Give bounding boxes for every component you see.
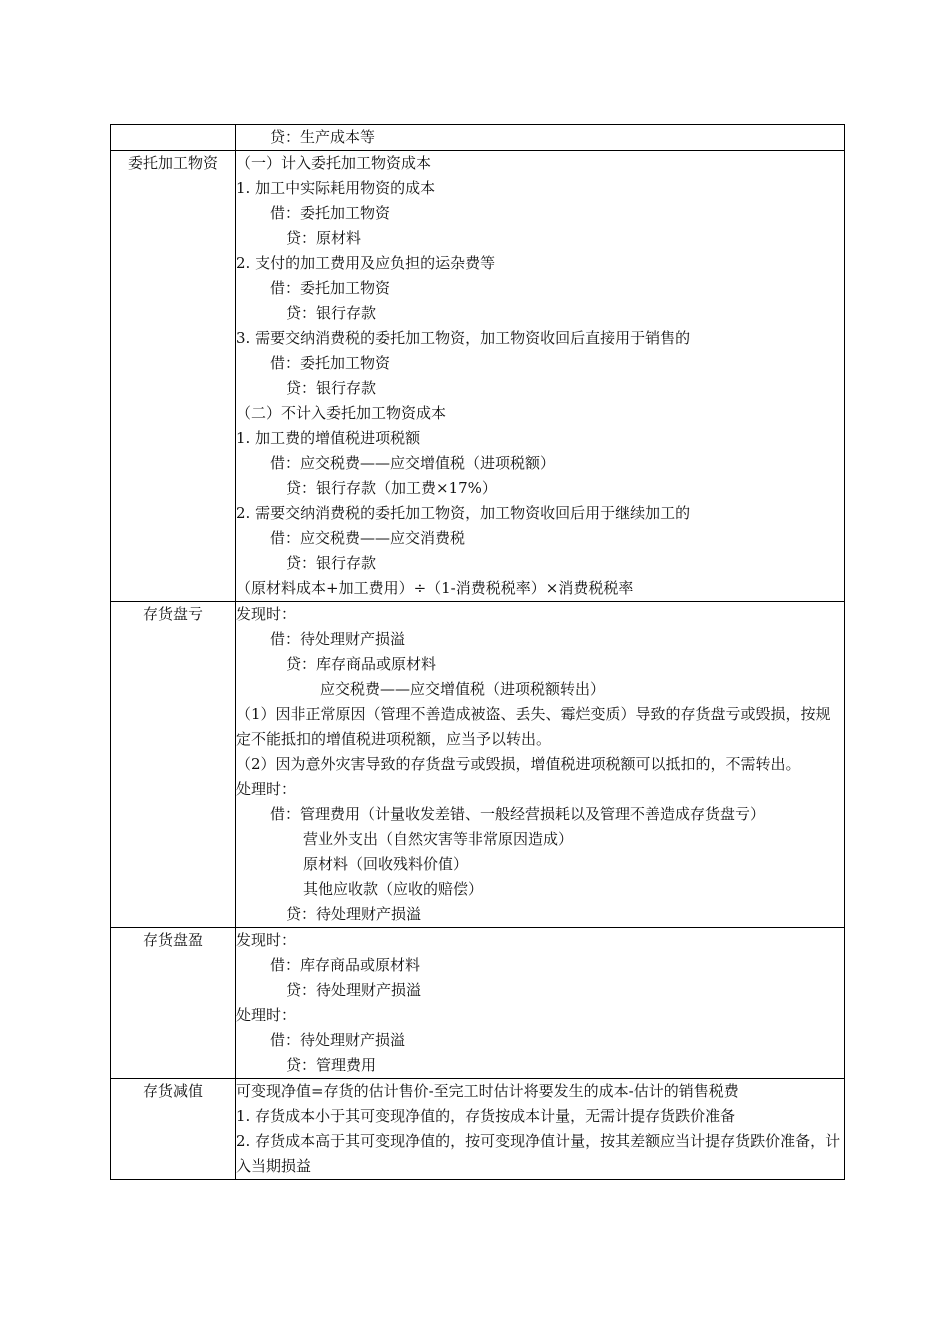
content-line: 贷：生产成本等 <box>270 128 376 146</box>
content-line: 借：库存商品或原材料 <box>270 956 421 974</box>
content-line: 处理时： <box>236 1006 297 1024</box>
content-line: 应交税费——应交增值税（进项税额转出） <box>320 680 606 698</box>
table-row <box>111 125 845 151</box>
content-line: 2. 存货成本高于其可变现净值的，按可变现净值计量，按其差额应当计提存货跌价准备，计入当期损益 <box>236 1132 841 1175</box>
row-content <box>236 602 845 928</box>
table-row <box>111 1079 845 1180</box>
row-label <box>111 125 236 151</box>
row-label: 存货减值 <box>111 1079 236 1180</box>
content-line: （二）不计入委托加工物资成本 <box>236 404 447 422</box>
content-line: 借：委托加工物资 <box>270 279 391 297</box>
content-line: （1）因非正常原因（管理不善造成被盗、丢失、霉烂变质）导致的存货盘亏或毁损，按规定不能抵扣的增值税进项税额，应当予以转出。 <box>236 705 831 748</box>
content-line: （原材料成本+加工费用）÷（1-消费税税率）×消费税税率 <box>236 579 634 597</box>
content-line: 贷：原材料 <box>286 229 362 247</box>
content-line: 借：管理费用（计量收发差错、一般经营损耗以及管理不善造成存货盘亏） <box>270 805 766 823</box>
content-line: 1. 加工中实际耗用物资的成本 <box>236 179 436 197</box>
content-line: 1. 加工费的增值税进项税额 <box>236 429 421 447</box>
table-row <box>111 151 845 602</box>
content-line: 2. 支付的加工费用及应负担的运杂费等 <box>236 254 496 272</box>
table-row <box>111 602 845 928</box>
row-label: 委托加工物资 <box>111 151 236 602</box>
content-line: 2. 需要交纳消费税的委托加工物资，加工物资收回后用于继续加工的 <box>236 504 691 522</box>
content-line: 贷：银行存款 <box>286 304 377 322</box>
content-line: 发现时： <box>236 605 297 623</box>
accounting-table <box>110 124 845 1180</box>
content-line: 3. 需要交纳消费税的委托加工物资，加工物资收回后直接用于销售的 <box>236 329 691 347</box>
content-line: 其他应收款（应收的赔偿） <box>303 880 484 898</box>
content-line: 借：委托加工物资 <box>270 354 391 372</box>
content-line: 借：应交税费——应交增值税（进项税额） <box>270 454 556 472</box>
row-content <box>236 125 845 151</box>
row-content <box>236 151 845 602</box>
table-body <box>111 125 845 1180</box>
content-line: 原材料（回收残料价值） <box>303 855 469 873</box>
content-line: 借：应交税费——应交消费税 <box>270 529 466 547</box>
content-line: 贷：银行存款 <box>286 554 377 572</box>
content-line: 发现时： <box>236 931 297 949</box>
content-line: 营业外支出（自然灾害等非常原因造成） <box>303 830 574 848</box>
content-line: 借：待处理财产损溢 <box>270 630 406 648</box>
table-row <box>111 928 845 1079</box>
content-line: 借：待处理财产损溢 <box>270 1031 406 1049</box>
content-line: 贷：银行存款（加工费×17%） <box>286 479 497 497</box>
content-line: 贷：库存商品或原材料 <box>286 655 437 673</box>
content-line: 处理时： <box>236 780 297 798</box>
content-line: 贷：管理费用 <box>286 1056 377 1074</box>
content-line: 可变现净值=存货的估计售价-至完工时估计将要发生的成本-估计的销售税费 <box>236 1082 739 1100</box>
content-line: （一）计入委托加工物资成本 <box>236 154 432 172</box>
content-line: 贷：待处理财产损溢 <box>286 905 422 923</box>
content-line: 贷：银行存款 <box>286 379 377 397</box>
content-line: 1. 存货成本小于其可变现净值的，存货按成本计量，无需计提存货跌价准备 <box>236 1107 736 1125</box>
content-line: 借：委托加工物资 <box>270 204 391 222</box>
content-line: （2）因为意外灾害导致的存货盘亏或毁损，增值税进项税额可以抵扣的，不需转出。 <box>236 755 801 773</box>
row-label: 存货盘盈 <box>111 928 236 1079</box>
row-content <box>236 1079 845 1180</box>
content-line: 贷：待处理财产损溢 <box>286 981 422 999</box>
row-content <box>236 928 845 1079</box>
row-label: 存货盘亏 <box>111 602 236 928</box>
